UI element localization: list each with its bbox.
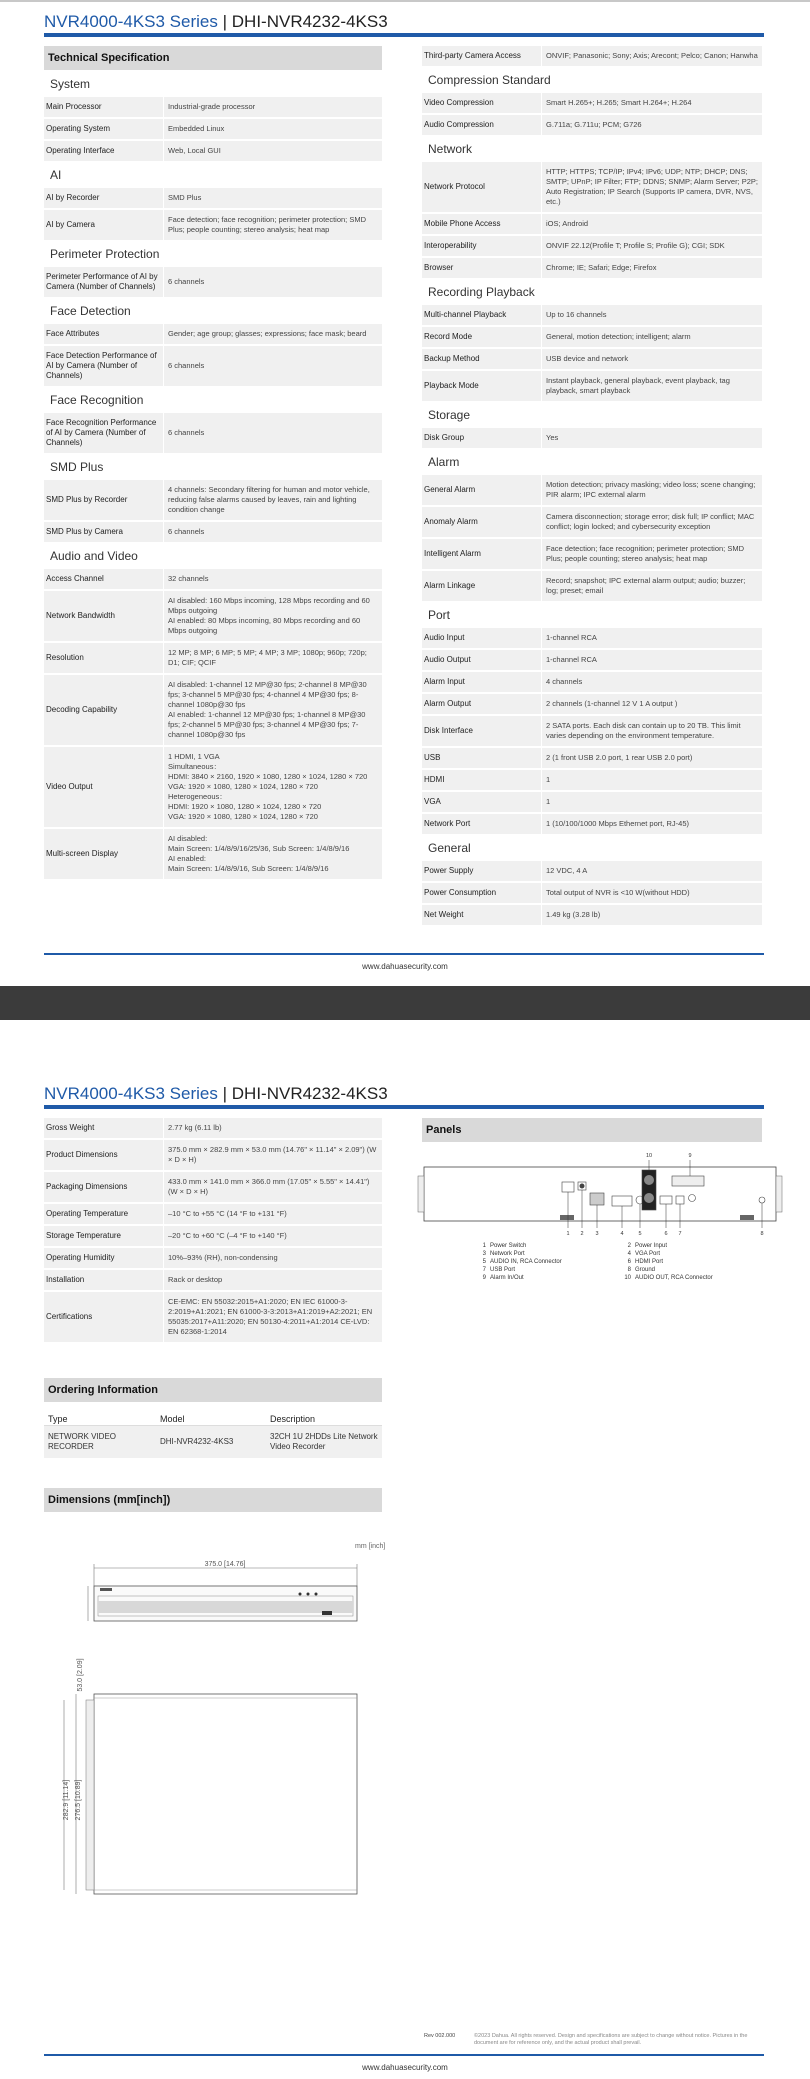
category-audio-and-video: Audio and Video: [50, 549, 138, 563]
top-view-front-lip: [86, 1700, 94, 1890]
front-led-1: [299, 1593, 302, 1596]
legend-item: [476, 1250, 621, 1258]
spec-value: 1 (10/100/1000 Mbps Ethernet port, RJ-45): [546, 819, 689, 828]
spec-value: 1 HDMI, 1 VGA Simultaneous： HDMI: 3840 × 2160, 1920 × 1080, 1280 × 1024, 1280 × 720 VGA: 1920 × 1080, 1280 × 1024, 1280 × 720 Heterogeneous： HDMI: 1920 × 1080, 1280 × 1024, 1280 × 720 VGA: 1920 × 1080, 1280 × 1024, 1280 × 720: [168, 752, 368, 821]
ordering-table-header: [44, 1404, 382, 1426]
vga-port: [612, 1196, 632, 1206]
spec-row-vga: [422, 792, 762, 814]
spec-row-packaging-dimensions: [44, 1172, 382, 1204]
spec-row-power-consumption: [422, 883, 762, 905]
rear-panel-body: [424, 1167, 776, 1221]
spec-label: Mobile Phone Access: [422, 214, 542, 234]
spec-value: 12 VDC, 4 A: [546, 866, 588, 875]
page-title: [44, 12, 388, 32]
legend-item: [621, 1266, 766, 1274]
spec-value: 1: [546, 797, 551, 806]
spec-value: AI disabled: Main Screen: 1/4/8/9/16/25/36, Sub Screen: 1/4/8/9/16 AI enabled: Main Screen: 1/4/8/9/16, Sub Screen: 1/4/8/9/16: [168, 834, 350, 873]
spec-label: Main Processor: [44, 97, 164, 117]
category-perimeter-protection: Perimeter Protection: [50, 247, 160, 261]
panels-section: [422, 1118, 762, 1144]
legend-item: [476, 1274, 621, 1282]
spec-row-alarm-output: [422, 694, 762, 716]
panel-legend: [476, 1242, 766, 1282]
spec-label: Network Port: [422, 814, 542, 834]
legend-number: 8: [627, 1267, 631, 1273]
power-input-jack: [580, 1184, 585, 1189]
cell-type: NETWORK VIDEO RECORDER: [48, 1432, 117, 1451]
spec-label: AI by Camera: [44, 210, 164, 240]
spec-row-gross-weight: [44, 1118, 382, 1140]
spec-label: Face Attributes: [44, 324, 164, 344]
spec-row-network-port: [422, 814, 762, 836]
spec-row-alarm-input: [422, 672, 762, 694]
audio-in-connector: [636, 1196, 644, 1204]
spec-value: Chrome; IE; Safari; Edge; Firefox: [546, 263, 657, 272]
spec-label: Playback Mode: [422, 371, 542, 401]
spec-row-resolution: [44, 643, 382, 675]
panel-legend-list: [476, 1242, 766, 1282]
spec-value: G.711a; G.711u; PCM; G726: [546, 120, 642, 129]
spec-row-operating-system: [44, 119, 382, 141]
legend-item: [621, 1250, 766, 1258]
footer-url[interactable]: www.dahuasecurity.com: [362, 962, 448, 971]
spec-value: ONVIF 22.12(Profile T; Profile S; Profile G); CGI; SDK: [546, 241, 725, 250]
callout-label-1: 1: [566, 1231, 570, 1237]
spec-row-playback-mode: [422, 371, 762, 403]
section-title-panels: Panels: [422, 1118, 762, 1142]
model-name: DHI-NVR4232-4KS3: [231, 12, 388, 31]
spec-label: Gross Weight: [44, 1118, 164, 1138]
spec-row-multi-screen-display: [44, 829, 382, 881]
spec-label: Net Weight: [422, 905, 542, 925]
spec-row-smd-plus-by-recorder: [44, 480, 382, 522]
spec-value: 4 channels: Secondary filtering for human and motor vehicle, reducing false alarms caused by leaves, rain and lighting condition change: [168, 485, 370, 514]
callout-label-7: 7: [678, 1231, 682, 1237]
spec-label: Operating Temperature: [44, 1204, 164, 1224]
spec-list-right: [422, 46, 762, 927]
category-system: System: [50, 77, 91, 91]
spec-label: Multi-channel Playback: [422, 305, 542, 325]
spec-value: AI disabled: 160 Mbps incoming, 128 Mbps recording and 60 Mbps outgoing AI enabled: 80 Mbps incoming, 80 Mbps recording and 60 Mbps outgoing: [168, 596, 370, 635]
callout-label-9: 9: [688, 1153, 692, 1159]
spec-row-hdmi: [422, 770, 762, 792]
spec-value: 4 channels: [546, 677, 583, 686]
spec-label: Network Protocol: [422, 162, 542, 212]
ordering-information: [44, 1378, 382, 1458]
spec-label: Storage Temperature: [44, 1226, 164, 1246]
legend-number: 4: [627, 1251, 631, 1257]
spec-row-browser: [422, 258, 762, 280]
spec-label: Backup Method: [422, 349, 542, 369]
spec-row-general-alarm: [422, 475, 762, 507]
spec-label: Operating Interface: [44, 141, 164, 161]
spec-row-installation: [44, 1270, 382, 1292]
page-gap: [0, 986, 810, 1020]
legend-text: AUDIO OUT, RCA Connector: [635, 1275, 713, 1281]
legend-item: [621, 1274, 766, 1282]
power-input: [578, 1182, 586, 1190]
spec-label: Third-party Camera Access: [422, 46, 542, 66]
spec-label: Power Consumption: [422, 883, 542, 903]
spec-value: 6 channels: [168, 527, 205, 536]
fan: [642, 1170, 656, 1210]
dimensions-section: [44, 1488, 382, 1514]
spec-row-operating-interface: [44, 141, 382, 163]
spec-label: Perimeter Performance of AI by Camera (Number of Channels): [44, 267, 164, 297]
spec-row-video-compression: [422, 93, 762, 115]
spec-value: 12 MP; 8 MP; 6 MP; 5 MP; 4 MP; 3 MP; 1080p; 960p; 720p; D1; CIF; QCIF: [168, 648, 367, 667]
spec-row-intelligent-alarm: [422, 539, 762, 571]
section-title-dimensions: Dimensions (mm[inch]): [44, 1488, 382, 1512]
legend-number: 2: [627, 1243, 631, 1249]
spec-list-left: [44, 72, 382, 881]
callout-label-2: 2: [580, 1231, 584, 1237]
spec-row-product-dimensions: [44, 1140, 382, 1172]
spec-label: Disk Interface: [422, 716, 542, 746]
legend-item: [476, 1242, 621, 1250]
spec-value: Smart H.265+; H.265; Smart H.264+; H.264: [546, 98, 692, 107]
spec-row-anomaly-alarm: [422, 507, 762, 539]
title-separator: |: [222, 12, 228, 31]
spec-list-continued: [44, 1118, 382, 1344]
spec-label: Resolution: [44, 643, 164, 673]
spec-label: HDMI: [422, 770, 542, 790]
audio-out-connector: [689, 1195, 696, 1202]
spec-label: USB: [422, 748, 542, 768]
spec-label: Network Bandwidth: [44, 591, 164, 641]
front-view-panel: [98, 1596, 353, 1616]
col-header-description: Description: [270, 1414, 316, 1424]
callout-label-6: 6: [664, 1231, 668, 1237]
spec-value: Rack or desktop: [168, 1275, 223, 1284]
spec-value: 1-channel RCA: [546, 633, 597, 642]
spec-row-disk-interface: [422, 716, 762, 748]
legend-text: Power Switch: [490, 1243, 527, 1249]
spec-label: Audio Output: [422, 650, 542, 670]
spec-row-storage-temperature: [44, 1226, 382, 1248]
spec-label: Alarm Output: [422, 694, 542, 714]
spec-label: Product Dimensions: [44, 1140, 164, 1170]
spec-row-record-mode: [422, 327, 762, 349]
footer-rule: [44, 953, 764, 955]
spec-row-audio-output: [422, 650, 762, 672]
legend-item: [476, 1258, 621, 1266]
spec-label: Anomaly Alarm: [422, 507, 542, 537]
spec-value: HTTP; HTTPS; TCP/IP; IPv4; IPv6; UDP; NTP; DHCP; DNS; SMTP; UPnP; IP Filter; FTP; DDNS; SNMP; Alarm Server; P2P; Auto Registration; IP Search (Supports IP camera, DVR, NVS, etc.): [546, 167, 758, 206]
rear-foot-2: [740, 1215, 754, 1220]
ground-screw: [759, 1197, 765, 1203]
spec-label: VGA: [422, 792, 542, 812]
spec-label: Intelligent Alarm: [422, 539, 542, 569]
spec-value: 6 channels: [168, 277, 205, 286]
spec-row-operating-temperature: [44, 1204, 382, 1226]
spec-row-backup-method: [422, 349, 762, 371]
spec-row-net-weight: [422, 905, 762, 927]
spec-value: Web, Local GUI: [168, 146, 221, 155]
spec-value: Record; snapshot; IPC external alarm output; audio; buzzer; log; preset; email: [546, 576, 746, 595]
spec-row-main-processor: [44, 97, 382, 119]
spec-value: Up to 16 channels: [546, 310, 607, 319]
spec-value: 2 channels (1-channel 12 V 1 A output ): [546, 699, 678, 708]
spec-row-face-detection-performance-of-ai-by-camera-number-of-channels: [44, 346, 382, 388]
legend-number: 9: [482, 1275, 486, 1281]
spec-label: SMD Plus by Recorder: [44, 480, 164, 520]
spec-row-usb: [422, 748, 762, 770]
fan-blade-lower: [644, 1193, 654, 1203]
height-dim-label: 53.0 [2.09]: [77, 1658, 84, 1692]
front-view: [94, 1586, 357, 1621]
rear-panel-ear-right: [776, 1176, 782, 1212]
spec-value: Embedded Linux: [168, 124, 225, 133]
legend-number: 3: [482, 1251, 486, 1257]
spec-label: Disk Group: [422, 428, 542, 448]
spec-label: Installation: [44, 1270, 164, 1290]
ordering-table: [44, 1404, 382, 1458]
legend-item: [621, 1242, 766, 1250]
spec-value: Face detection; face recognition; perimeter protection; SMD Plus; people counting; stereo analysis; heat map: [168, 215, 367, 234]
spec-column-right: [422, 46, 762, 927]
spec-value: Gender; age group; glasses; expressions; face mask; beard: [168, 329, 367, 338]
spec-value: Camera disconnection; storage error; disk full; IP conflict; MAC conflict; login locked; and cybersecurity exception: [546, 512, 755, 531]
spec-row-ai-by-recorder: [44, 188, 382, 210]
spec-label: Audio Compression: [422, 115, 542, 135]
spec-value: 6 channels: [168, 361, 205, 370]
spec-row-access-channel: [44, 569, 382, 591]
spec-value: AI disabled: 1-channel 12 MP@30 fps; 2-channel 8 MP@30 fps; 3-channel 5 MP@30 fps; 4-channel 4 MP@30 fps; 8-channel 1080p@30 fps AI enabled: 1-channel 12 MP@30 fps; 1-channel 8 MP@30 fps; 2-channel 5 MP@30 fps; 3-channel 4 MP@30 fps; 7-channel 1080p@30 fps: [168, 680, 367, 739]
legend-number: 6: [627, 1259, 631, 1265]
power-switch: [562, 1182, 574, 1192]
spec-row-perimeter-performance-of-ai-by-camera-number-of-channels: [44, 267, 382, 299]
legend-text: USB Port: [490, 1267, 516, 1273]
spec-value: iOS; Android: [546, 219, 589, 228]
top-rule: [0, 0, 810, 2]
hdmi-port: [660, 1196, 672, 1204]
spec-label: Packaging Dimensions: [44, 1172, 164, 1202]
spec-label: Decoding Capability: [44, 675, 164, 745]
copyright-notice: ©2023 Dahua. All rights reserved. Design and specifications are subject to change without notice. Pictures in the document are for reference only, and the actual product shall prevail.: [474, 2033, 748, 2046]
spec-label: Video Compression: [422, 93, 542, 113]
category-face-detection: Face Detection: [50, 304, 131, 318]
top-view: [94, 1694, 357, 1894]
spec-value: Industrial-grade processor: [168, 102, 256, 111]
callout-label-3: 3: [595, 1231, 599, 1237]
spec-row-certifications: [44, 1292, 382, 1344]
legend-text: Power Input: [635, 1243, 668, 1249]
spec-label: Alarm Input: [422, 672, 542, 692]
spec-column-left: [44, 46, 382, 881]
spec-value: Motion detection; privacy masking; video loss; scene changing; PIR alarm; IPC external alarm: [546, 480, 756, 499]
rear-foot-1: [560, 1215, 574, 1220]
usb-port: [676, 1196, 684, 1204]
spec-row-audio-input: [422, 628, 762, 650]
spec-value: Face detection; face recognition; perimeter protection; SMD Plus; people counting; stereo analysis; heat map: [546, 544, 745, 563]
alarm-in-out: [672, 1176, 704, 1186]
fan-blade-upper: [644, 1175, 654, 1185]
spec-label: Record Mode: [422, 327, 542, 347]
spec-value: USB device and network: [546, 354, 629, 363]
legend-number: 10: [624, 1275, 631, 1281]
category-recording-playback: Recording Playback: [428, 285, 535, 299]
spec-value: 375.0 mm × 282.9 mm × 53.0 mm (14.76" × 11.14" × 2.09") (W × D × H): [168, 1145, 377, 1164]
callout-label-8: 8: [760, 1231, 764, 1237]
legend-item: [476, 1266, 621, 1274]
legend-text: AUDIO IN, RCA Connector: [490, 1259, 562, 1265]
spec-value: 2 SATA ports. Each disk can contain up to 20 TB. This limit varies depending on the environment temperature.: [546, 721, 741, 740]
spec-row-face-attributes: [44, 324, 382, 346]
spec-label: Face Detection Performance of AI by Camera (Number of Channels): [44, 346, 164, 386]
spec-label: Alarm Linkage: [422, 571, 542, 601]
spec-row-network-bandwidth: [44, 591, 382, 643]
network-port: [590, 1193, 604, 1205]
category-alarm: Alarm: [428, 455, 460, 469]
spec-value: –20 °C to +60 °C (–4 °F to +140 °F): [168, 1231, 287, 1240]
spec-value: 1: [546, 775, 551, 784]
legend-number: 5: [482, 1259, 486, 1265]
spec-label: SMD Plus by Camera: [44, 522, 164, 542]
rear-panel-ear-left: [418, 1176, 424, 1212]
spec-value: ONVIF; Panasonic; Sony; Axis; Arecont; Pelco; Canon; Hanwha: [546, 51, 758, 60]
unit-label: mm [inch]: [355, 1543, 386, 1550]
category-compression-standard: Compression Standard: [428, 73, 551, 87]
category-ai: AI: [50, 168, 62, 182]
spec-label: Operating System: [44, 119, 164, 139]
spec-label: Interoperability: [422, 236, 542, 256]
legend-text: VGA Port: [635, 1251, 661, 1257]
title-rule-2: [44, 1105, 764, 1109]
spec-value: 6 channels: [168, 428, 205, 437]
spec-value: 1-channel RCA: [546, 655, 597, 664]
spec-row-network-protocol: [422, 162, 762, 214]
callout-label-5: 5: [638, 1231, 642, 1237]
front-led-2: [307, 1593, 310, 1596]
title-rule: [44, 33, 764, 37]
spec-label: General Alarm: [422, 475, 542, 505]
spec-label: Audio Input: [422, 628, 542, 648]
spec-value: Yes: [546, 433, 559, 442]
title-separator-2: |: [222, 1084, 228, 1103]
spec-row-power-supply: [422, 861, 762, 883]
footer-url-2[interactable]: www.dahuasecurity.com: [362, 2063, 448, 2072]
legend-number: 1: [482, 1243, 486, 1249]
spec-row-smd-plus-by-camera: [44, 522, 382, 544]
page-title-2: [44, 1084, 388, 1104]
spec-label: AI by Recorder: [44, 188, 164, 208]
legend-text: HDMI Port: [635, 1259, 664, 1265]
section-title-technical-specification: Technical Specification: [44, 46, 382, 70]
col-header-type: Type: [48, 1414, 68, 1424]
category-general: General: [428, 841, 471, 855]
spec-row-audio-compression: [422, 115, 762, 137]
legend-text: Ground: [635, 1267, 656, 1273]
legend-item: [621, 1258, 766, 1266]
spec-row-alarm-linkage: [422, 571, 762, 603]
front-logo: [100, 1588, 112, 1591]
spec-label: Access Channel: [44, 569, 164, 589]
depth-outer-dim-label: 282.9 [11.14]: [63, 1779, 70, 1821]
front-usb: [322, 1611, 332, 1615]
series-name: NVR4000-4KS3 Series: [44, 12, 218, 31]
category-smd-plus: SMD Plus: [50, 460, 104, 474]
spec-label: Power Supply: [422, 861, 542, 881]
col-header-model: Model: [160, 1414, 185, 1424]
spec-value: 10%–93% (RH), non-condensing: [168, 1253, 278, 1262]
category-face-recognition: Face Recognition: [50, 393, 144, 407]
datasheet-page-2: [0, 1020, 810, 2079]
spec-value: 2.77 kg (6.11 lb): [168, 1123, 222, 1132]
legend-text: Alarm In/Out: [490, 1275, 524, 1281]
spec-row-mobile-phone-access: [422, 214, 762, 236]
category-port: Port: [428, 608, 451, 622]
section-title-ordering: Ordering Information: [44, 1378, 382, 1402]
depth-inner-dim-label: 276.5 [10.89]: [75, 1779, 82, 1821]
revision-label: Rev 002.000: [424, 2033, 456, 2039]
spec-row-multi-channel-playback: [422, 305, 762, 327]
spec-label: Certifications: [44, 1292, 164, 1342]
width-dim-label: 375.0 [14.76]: [204, 1561, 246, 1568]
spec-label: Multi-screen Display: [44, 829, 164, 879]
spec-label: Face Recognition Performance of AI by Camera (Number of Channels): [44, 413, 164, 453]
front-vent: [98, 1601, 353, 1613]
spec-value: 433.0 mm × 141.0 mm × 366.0 mm (17.05" × 5.55" × 14.41") (W × D × H): [168, 1177, 370, 1196]
category-network: Network: [428, 142, 473, 156]
spec-row-third-party-camera-access: [422, 46, 762, 68]
category-storage: Storage: [428, 408, 471, 422]
spec-value: 1.49 kg (3.28 lb): [546, 910, 601, 919]
spec-value: Total output of NVR is <10 W(without HDD): [546, 888, 690, 897]
legend-number: 7: [482, 1267, 486, 1273]
spec-row-disk-group: [422, 428, 762, 450]
spec-row-video-output: [44, 747, 382, 829]
spec-value: 2 (1 front USB 2.0 port, 1 rear USB 2.0 port): [546, 753, 693, 762]
spec-row-ai-by-camera: [44, 210, 382, 242]
spec-value: Instant playback, general playback, event playback, tag playback, smart playback: [546, 376, 730, 395]
spec-row-face-recognition-performance-of-ai-by-camera-number-of-channels: [44, 413, 382, 455]
spec-row-operating-humidity: [44, 1248, 382, 1270]
callout-label-4: 4: [620, 1231, 624, 1237]
spec-value: 32 channels: [168, 574, 209, 583]
cell-model: DHI-NVR4232-4KS3: [160, 1437, 234, 1446]
datasheet-page-1: [0, 0, 810, 986]
front-led-3: [315, 1593, 318, 1596]
spec-row-interoperability: [422, 236, 762, 258]
footer-rule-2: [44, 2054, 764, 2056]
series-name-2: NVR4000-4KS3 Series: [44, 1084, 218, 1103]
table-row: [44, 1426, 382, 1458]
model-name-2: DHI-NVR4232-4KS3: [231, 1084, 388, 1103]
spec-label: Browser: [422, 258, 542, 278]
callout-label-10: 10: [645, 1153, 653, 1159]
spec-value: CE-EMC: EN 55032:2015+A1:2020; EN IEC 61000-3-2:2019+A1:2021; EN 61000-3-3:2013+A1:2019+A2:2021; EN 55035:2017+A11:2020; EN 50130-4:2011+A1:2014 CE-LVD: EN 62368-1:2014: [168, 1297, 373, 1336]
spec-value: SMD Plus: [168, 193, 202, 202]
spec-label: Operating Humidity: [44, 1248, 164, 1268]
legend-text: Network Port: [490, 1251, 525, 1257]
cell-description: 32CH 1U 2HDDs Lite Network Video Recorder: [270, 1432, 378, 1451]
spec-value: –10 °C to +55 °C (14 °F to +131 °F): [168, 1209, 287, 1218]
spec-label: Video Output: [44, 747, 164, 827]
spec-row-decoding-capability: [44, 675, 382, 747]
spec-value: General, motion detection; intelligent; alarm: [546, 332, 691, 341]
